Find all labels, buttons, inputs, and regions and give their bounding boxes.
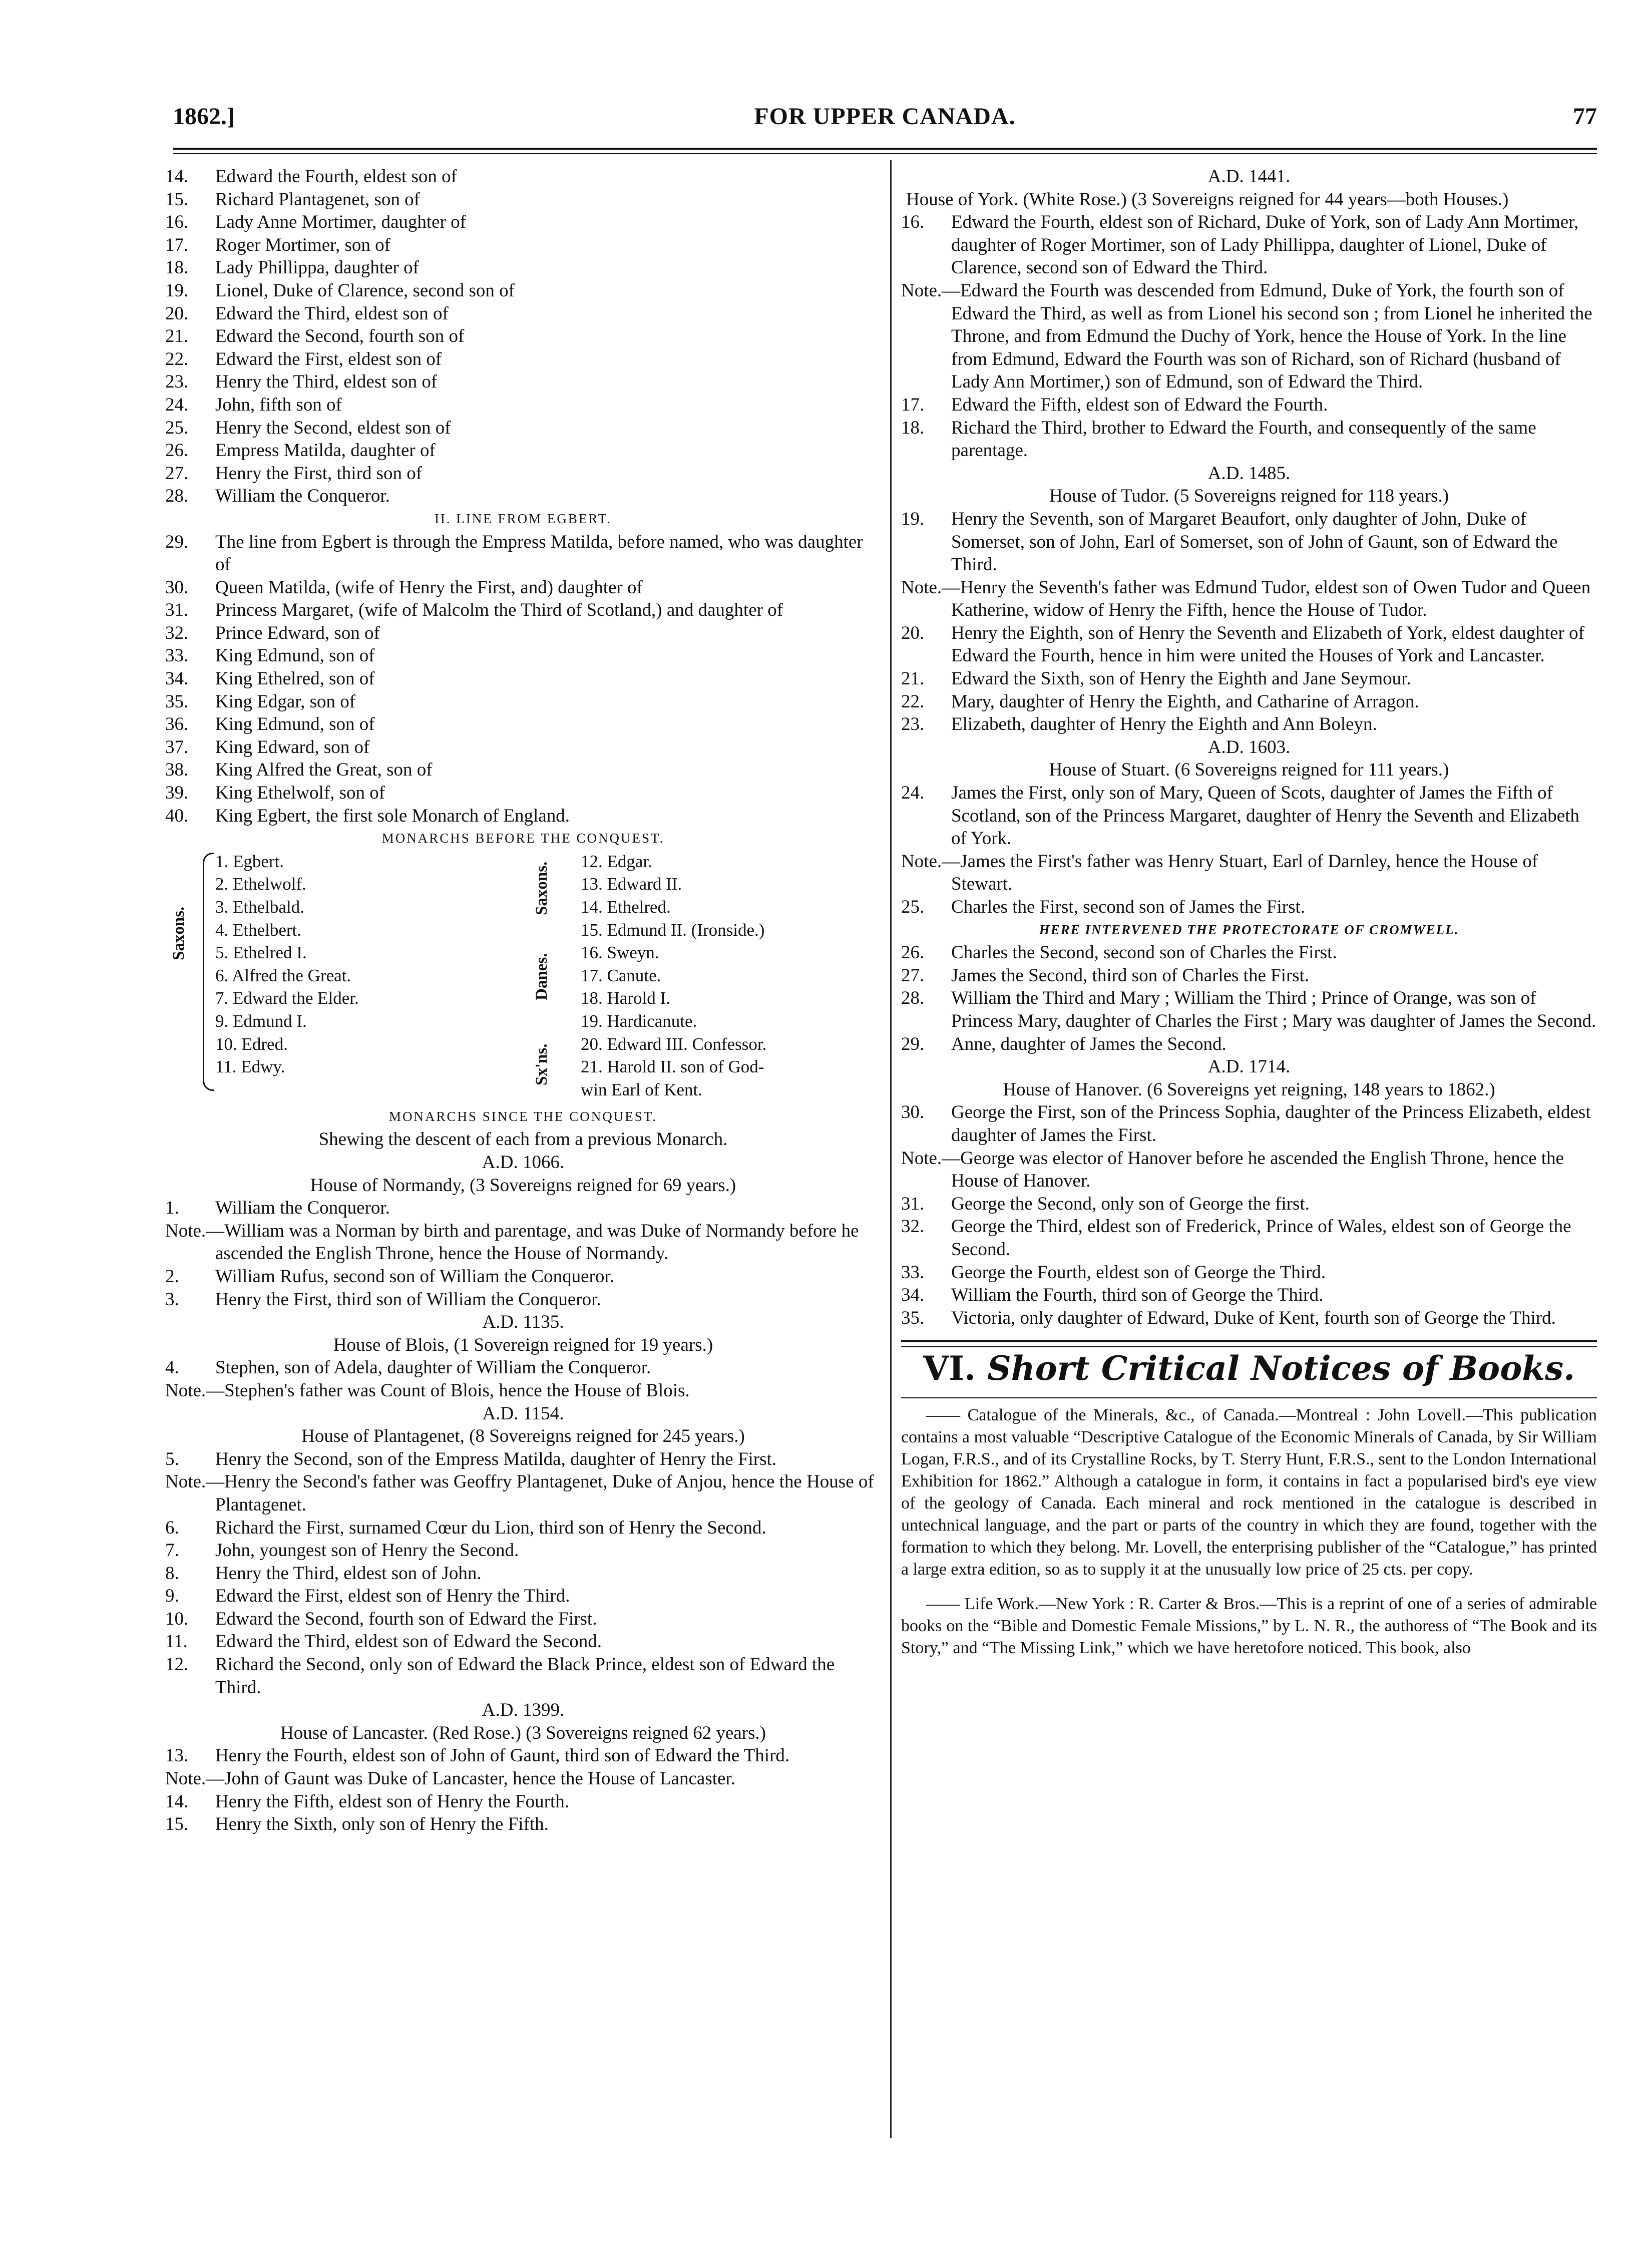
- list-item: 25. Charles the First, second son of James the First.: [901, 897, 1306, 917]
- note-blois: Note.—Stephen's father was Count of Blois, hence the House of Blois.: [165, 1380, 690, 1401]
- monarch-entry: 15. Edmund II. (Ironside.): [581, 920, 765, 940]
- list-item: 18. Richard the Third, brother to Edward the Fourth, and consequently of the same parentage.: [901, 417, 1536, 461]
- monarchs-list-a: [215, 850, 359, 1078]
- header-rule: [173, 148, 1597, 150]
- list-item: 19. Lionel, Duke of Clarence, second son of: [165, 280, 515, 301]
- danes-label: Danes.: [533, 953, 551, 1000]
- list-item: 23. Elizabeth, daughter of Henry the Eighth and Ann Boleyn.: [901, 714, 1377, 735]
- monarch-entry: 9. Edmund I.: [215, 1011, 307, 1031]
- list-item: 17. Roger Mortimer, son of: [165, 234, 390, 255]
- right-column: [901, 165, 1597, 1659]
- list-item: 30. Queen Matilda, (wife of Henry the First, and) daughter of: [165, 577, 643, 598]
- house-tudor: House of Tudor. (5 Sovereigns reigned for 118 years.): [1049, 486, 1449, 507]
- list-item: 1. William the Conqueror.: [165, 1198, 390, 1219]
- list-item: 28. William the Third and Mary ; William the Third ; Prince of Orange, was son of Princess Mary, daughter of Charles the First ; Mary was daughter of James the Second.: [901, 988, 1596, 1031]
- list-item: 19. Henry the Seventh, son of Margaret Beaufort, only daughter of John, Duke of Somerset, son of John, Earl of Somerset, son of John of Gaunt, son of Edward the Third.: [901, 508, 1558, 575]
- section-rule-thin: [901, 1346, 1597, 1347]
- house-blois: House of Blois, (1 Sovereign reigned for 19 years.): [333, 1334, 713, 1355]
- list-item: 40. King Egbert, the first sole Monarch of England.: [165, 805, 570, 826]
- list-item: 24. John, fifth son of: [165, 394, 342, 415]
- house-lancaster: House of Lancaster. (Red Rose.) (3 Sovereigns reigned 62 years.): [280, 1722, 766, 1743]
- list-item: 14. Henry the Fifth, eldest son of Henry the Fourth.: [165, 1791, 569, 1812]
- note-normandy: Note.—William was a Norman by birth and parentage, and was Duke of Normandy before he ascended the English Throne, hence the House of Normandy.: [165, 1220, 859, 1264]
- note-stuart: Note.—James the First's father was Henry Stuart, Earl of Darnley, hence the House of Stewart.: [901, 851, 1538, 895]
- section-title: [901, 1349, 1597, 1388]
- list-item: 10. Edward the Second, fourth son of Edward the First.: [165, 1608, 597, 1629]
- list-item: 29. The line from Egbert is through the Empress Matilda, before named, who was daughter of: [165, 531, 863, 575]
- monarch-entry: win Earl of Kent.: [581, 1079, 702, 1099]
- monarch-entry: 1. Egbert.: [215, 851, 284, 871]
- list-item: 32. George the Third, eldest son of Frederick, Prince of Wales, eldest son of George the Second.: [901, 1216, 1571, 1260]
- monarch-entry: 14. Ethelred.: [581, 897, 671, 917]
- list-item: 30. George the First, son of the Princess Sophia, daughter of the Princess Elizabeth, eldest daughter of James the First.: [901, 1102, 1591, 1146]
- note-tudor: Note.—Henry the Seventh's father was Edmund Tudor, eldest son of Owen Tudor and Queen Katherine, widow of Henry the Fifth, hence the House of Tudor.: [901, 577, 1591, 621]
- date-1154: A.D. 1154.: [482, 1403, 564, 1424]
- saxons-label-2: Saxons.: [533, 861, 551, 915]
- tudor-list: [901, 622, 1597, 736]
- list-item: 7. John, youngest son of Henry the Second.: [165, 1540, 519, 1561]
- before-conquest-heading: MONARCHS BEFORE THE CONQUEST.: [381, 831, 665, 846]
- date-1714: A.D. 1714.: [1207, 1056, 1291, 1077]
- list-item: 29. Anne, daughter of James the Second.: [901, 1033, 1227, 1054]
- list-item: 28. William the Conqueror.: [165, 486, 390, 507]
- section-number: VI.: [923, 1349, 976, 1388]
- header-rule-thin: [173, 153, 1597, 154]
- monarch-entry: 4. Ethelbert.: [215, 920, 302, 940]
- monarch-entry: 13. Edward II.: [581, 874, 682, 894]
- header-title: FOR UPPER CANADA.: [754, 103, 1016, 130]
- list-item: 17. Edward the Fifth, eldest son of Edward the Fourth.: [901, 394, 1328, 415]
- list-item: 8. Henry the Third, eldest son of John.: [165, 1563, 482, 1584]
- monarch-entry: 2. Ethelwolf.: [215, 874, 306, 894]
- column-divider: [890, 160, 892, 2138]
- house-plantagenet: House of Plantagenet, (8 Sovereigns reigned for 245 years.): [301, 1426, 745, 1447]
- list-item: 11. Edward the Third, eldest son of Edward the Second.: [165, 1631, 602, 1652]
- monarch-entry: 17. Canute.: [581, 965, 661, 985]
- list-item: 6. Richard the First, surnamed Cœur du Lion, third son of Henry the Second.: [165, 1517, 766, 1538]
- list-item: 21. Edward the Second, fourth son of: [165, 326, 465, 347]
- list-item: 32. Prince Edward, son of: [165, 622, 380, 643]
- since-conquest-subtitle: Shewing the descent of each from a previous Monarch.: [318, 1129, 728, 1150]
- list-item: 35. King Edgar, son of: [165, 691, 356, 712]
- list-item: 31. Princess Margaret, (wife of Malcolm the Third of Scotland,) and daughter of: [165, 600, 783, 621]
- list-item: 16. Edward the Fourth, eldest son of Richard, Duke of York, son of Lady Ann Mortimer, daughter of Roger Mortimer, son of Lady Phillippa, daughter of Lionel, Duke of Clarence, second son of Edward the Third.: [901, 212, 1579, 278]
- monarch-entry: 11. Edwy.: [215, 1057, 285, 1077]
- monarch-entry: 20. Edward III. Confessor.: [581, 1034, 767, 1054]
- date-1135: A.D. 1135.: [482, 1312, 564, 1333]
- list-item: 24. James the First, only son of Mary, Queen of Scots, daughter of James the Fifth of Scotland, son of the Princess Margaret, daughter of Henry the Seventh and Elizabeth of York.: [901, 783, 1579, 849]
- list-item: 2. William Rufus, second son of William the Conqueror.: [165, 1266, 614, 1287]
- monarchs-list-b: [581, 850, 766, 1101]
- list-item: 27. Henry the First, third son of: [165, 463, 423, 484]
- hanover-list: [901, 1193, 1597, 1330]
- list-item: 9. Edward the First, eldest son of Henry the Third.: [165, 1586, 570, 1607]
- egbert-heading: II. LINE FROM EGBERT.: [434, 511, 612, 526]
- header-year: 1862.]: [173, 103, 235, 130]
- list-item: 4. Stephen, son of Adela, daughter of William the Conqueror.: [165, 1357, 651, 1378]
- notice-rule: [901, 1397, 1597, 1398]
- list-item: 37. King Edward, son of: [165, 736, 370, 758]
- monarchs-before-conquest-table: [165, 850, 881, 1105]
- note-plantagenet: Note.—Henry the Second's father was Geoffry Plantagenet, Duke of Anjou, hence the House of Plantagenet.: [165, 1471, 874, 1515]
- list-item: 33. George the Fourth, eldest son of George the Third.: [901, 1262, 1326, 1283]
- monarch-entry: 16. Sweyn.: [581, 943, 659, 963]
- list-item: 22. Edward the First, eldest son of: [165, 348, 442, 369]
- monarch-entry: 12. Edgar.: [581, 851, 652, 871]
- left-column: [165, 165, 881, 1836]
- monarch-entry: 10. Edred.: [215, 1034, 288, 1054]
- list-item: 26. Empress Matilda, daughter of: [165, 440, 436, 461]
- note-lancaster: Note.—John of Gaunt was Duke of Lancaster, hence the House of Lancaster.: [165, 1768, 735, 1789]
- list-item: 3. Henry the First, third son of William the Conqueror.: [165, 1289, 601, 1310]
- list-item: 14. Edward the Fourth, eldest son of: [165, 166, 457, 187]
- list-item: 23. Henry the Third, eldest son of: [165, 371, 438, 393]
- monarch-entry: 5. Ethelred I.: [215, 943, 307, 963]
- list-item: 39. King Ethelwolf, son of: [165, 783, 385, 804]
- list-item: 15. Richard Plantagenet, son of: [165, 189, 420, 210]
- list-item: 36. King Edmund, son of: [165, 714, 375, 735]
- lineage-list-2: [165, 531, 881, 828]
- list-item: 12. Richard the Second, only son of Edward the Black Prince, eldest son of Edward the Third.: [165, 1654, 835, 1698]
- list-item: 33. King Edmund, son of: [165, 645, 375, 666]
- list-item: 22. Mary, daughter of Henry the Eighth, and Catharine of Arragon.: [901, 691, 1419, 712]
- monarch-entry: 18. Harold I.: [581, 988, 670, 1008]
- house-hanover: House of Hanover. (6 Sovereigns yet reigning, 148 years to 1862.): [1003, 1079, 1495, 1100]
- stuart-list: [901, 941, 1597, 1055]
- section-rule: [901, 1340, 1597, 1342]
- plantagenet-list: [165, 1517, 881, 1699]
- list-item: 18. Lady Phillippa, daughter of: [165, 257, 419, 278]
- date-1603: A.D. 1603.: [1207, 736, 1291, 758]
- list-item: 34. William the Fourth, third son of George the Third.: [901, 1285, 1324, 1306]
- date-1485: A.D. 1485.: [1207, 463, 1291, 484]
- house-stuart: House of Stuart. (6 Sovereigns reigned for 111 years.): [1049, 760, 1449, 781]
- list-item: 26. Charles the Second, second son of Charles the First.: [901, 942, 1337, 963]
- list-item: 35. Victoria, only daughter of Edward, Duke of Kent, fourth son of George the Third.: [901, 1307, 1556, 1328]
- house-york: House of York. (White Rose.) (3 Sovereigns reigned for 44 years—both Houses.): [906, 189, 1509, 210]
- page-number: 77: [1573, 103, 1597, 130]
- list-item: 38. King Alfred the Great, son of: [165, 760, 433, 781]
- monarch-entry: 19. Hardicanute.: [581, 1011, 697, 1031]
- running-header: [173, 103, 1597, 143]
- house-normandy: House of Normandy, (3 Sovereigns reigned for 69 years.): [310, 1175, 736, 1196]
- list-item: 20. Henry the Eighth, son of Henry the Seventh and Elizabeth of York, eldest daughter of Edward the Fourth, hence in him were united the Houses of York and Lancaster.: [901, 622, 1584, 666]
- list-item: 20. Edward the Third, eldest son of: [165, 303, 449, 324]
- monarch-entry: 3. Ethelbald.: [215, 897, 304, 917]
- date-1066: A.D. 1066.: [482, 1152, 565, 1173]
- list-item: 25. Henry the Second, eldest son of: [165, 417, 451, 438]
- brace: [203, 853, 214, 1091]
- book-notice-1: —— Catalogue of the Minerals, &c., of Canada.—Montreal : John Lovell.—This publication contains a most valuable “Descriptive Catalogue of the Economic Minerals of Canada, by Sir William Logan, F.R.S., and of its Crystalline Rocks, by T. Sterry Hunt, F.R.S., sent to the London International Exhibition for 1862.” Although a catalogue in form, it contains in fact a popularised bird's eye view of the geology of Canada. Each mineral and rock mentioned in the catalogue is described in untechnical language, and the part or parts of the country in which they are found, together with the formation to which they belong. Mr. Lovell, the enterprising publisher of the “Catalogue,” has printed a large extra edition, so as to supply it at the unusually low price of 25 cts. per copy.: [901, 1405, 1597, 1579]
- monarch-entry: 7. Edward the Elder.: [215, 988, 359, 1008]
- list-item: 34. King Ethelred, son of: [165, 668, 375, 689]
- date-1441: A.D. 1441.: [1207, 166, 1291, 187]
- note-hanover: Note.—George was elector of Hanover before he ascended the English Throne, hence the House of Hanover.: [901, 1148, 1564, 1192]
- book-notice-2: —— Life Work.—New York : R. Carter & Bros.—This is a reprint of one of a series of admirable books on the “Bible and Domestic Female Missions,” by L. N. R., the authoress of “The Book and its Story,” and “The Missing Link,” which we have heretofore noticed. This book, also: [901, 1594, 1597, 1657]
- lineage-list-1: [165, 165, 881, 508]
- sxns-label: Sx'ns.: [533, 1043, 551, 1085]
- list-item: 16. Lady Anne Mortimer, daughter of: [165, 212, 466, 233]
- list-item: 21. Edward the Sixth, son of Henry the Eighth and Jane Seymour.: [901, 668, 1411, 689]
- list-item: 13. Henry the Fourth, eldest son of John of Gaunt, third son of Edward the Third.: [165, 1745, 790, 1766]
- cromwell-heading: HERE INTERVENED THE PROTECTORATE OF CROMWELL.: [1039, 922, 1459, 937]
- list-item: 15. Henry the Sixth, only son of Henry the Fifth.: [165, 1814, 549, 1835]
- list-item: 31. George the Second, only son of George the first.: [901, 1193, 1310, 1214]
- list-item: 5. Henry the Second, son of the Empress Matilda, daughter of Henry the First.: [165, 1448, 777, 1469]
- since-conquest-heading: MONARCHS SINCE THE CONQUEST.: [388, 1108, 658, 1124]
- section-title-text: Short Critical Notices of Books.: [987, 1349, 1575, 1388]
- saxons-label: Saxons.: [170, 906, 188, 960]
- list-item: 27. James the Second, third son of Charles the First.: [901, 965, 1310, 986]
- monarch-entry: 21. Harold II. son of God-: [581, 1057, 764, 1077]
- note-york: Note.—Edward the Fourth was descended from Edmund, Duke of York, the fourth son of Edward the Third, as well as from Lionel his second son ; from Lionel he inherited the Throne, and from Edmund the Duchy of York, hence the House of York. In the line from Edmund, Edward the Fourth was son of Richard, son of Richard (husband of Lady Ann Mortimer,) son of Edmund, son of Edward the Third.: [901, 280, 1592, 393]
- monarch-entry: 6. Alfred the Great.: [215, 965, 351, 985]
- date-1399: A.D. 1399.: [482, 1700, 565, 1721]
